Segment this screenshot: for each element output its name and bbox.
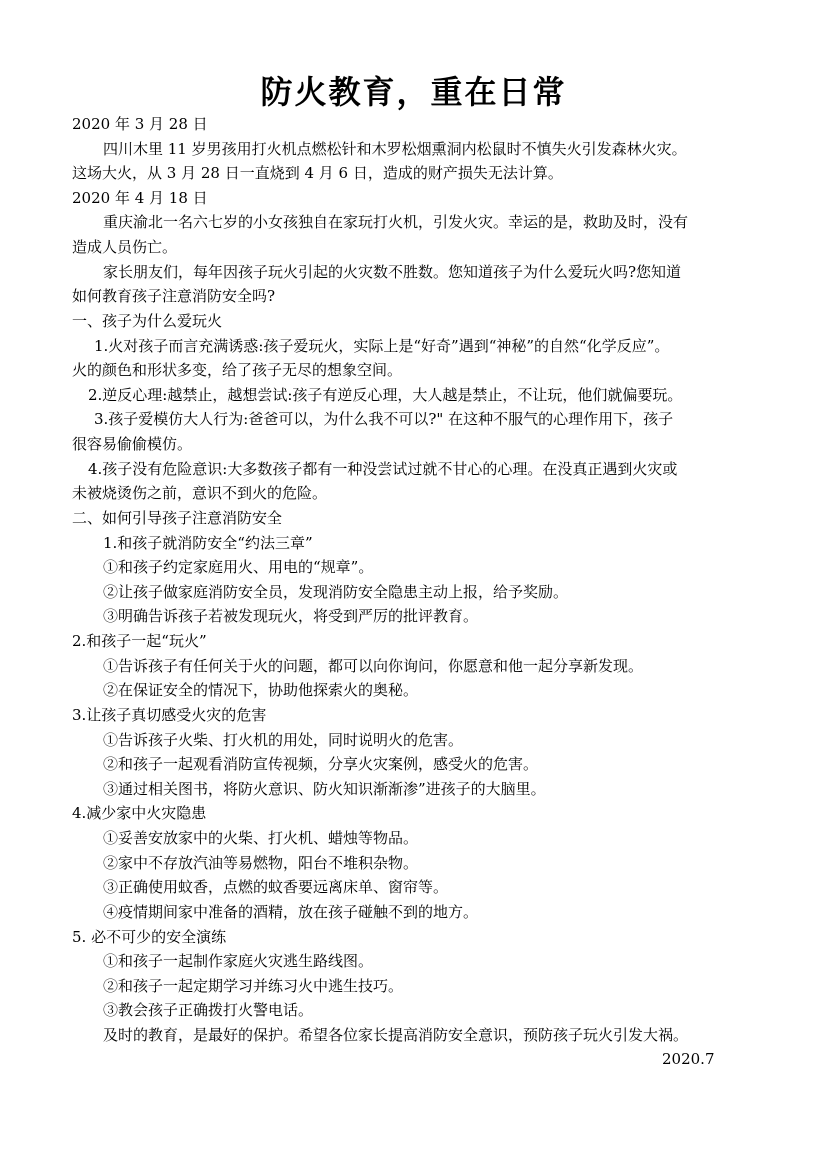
section-heading: 一、孩子为什么爱玩火 (72, 312, 223, 330)
list-item: ③通过相关图书，将防火意识、防火知识渐渐渗”进孩子的大脑里。 (103, 780, 546, 798)
sub-heading: 5. 必不可少的安全演练 (72, 928, 227, 946)
sub-heading: 4.减少家中火灾隐患 (72, 804, 207, 822)
paragraph-line: 家长朋友们，每年因孩子玩火引起的火灾数不胜数。您知道孩子为什么爱玩火吗?您知道 (103, 263, 682, 281)
list-item: ②家中不存放汽油等易燃物，阳台不堆积杂物。 (103, 854, 419, 872)
list-item-continuation: 火的颜色和形状多变，给了孩子无尽的想象空间。 (72, 361, 403, 379)
list-item: 2.逆反心理:越禁止，越想尝试:孩子有逆反心理，大人越是禁止，不让玩，他们就偏要玩。 (88, 386, 683, 404)
sub-heading: 3.让孩子真切感受火灾的危害 (72, 706, 267, 724)
list-item: ②在保证安全的情况下，协助他探索火的奥秘。 (103, 681, 419, 699)
sub-heading: 1.和孩子就消防安全“约法三章” (103, 534, 313, 552)
list-item: ①告诉孩子有任何关于火的问题，都可以向你询问，你愿意和他一起分享新发现。 (103, 657, 644, 675)
list-item: ③教会孩子正确拨打火警电话。 (103, 1001, 314, 1019)
list-item-continuation: 未被烧烫伤之前，意识不到火的危险。 (72, 484, 328, 502)
closing-paragraph: 及时的教育，是最好的保护。希望各位家长提高消防安全意识，预防孩子玩火引发大祸。 (103, 1026, 689, 1044)
date-line: 2020 年 3 月 28 日 (72, 115, 208, 133)
paragraph-line: 如何教育孩子注意消防安全吗? (72, 287, 276, 305)
list-item: ①和孩子一起制作家庭火灾逃生路线图。 (103, 952, 374, 970)
list-item: ③明确告诉孩子若被发现玩火，将受到严厉的批评教育。 (103, 607, 479, 625)
list-item-continuation: 很容易偷偷模仿。 (72, 435, 193, 453)
list-item: ①妥善安放家中的火柴、打火机、蜡烛等物品。 (103, 829, 419, 847)
list-item: 3.孩子爱模仿大人行为:爸爸可以，为什么我不可以?" 在这种不服气的心理作用下，孩子 (94, 410, 674, 428)
document-title: 防火教育，重在日常 (260, 73, 567, 111)
list-item: 1.火对孩子而言充满诱惑:孩子爱玩火，实际上是“好奇”遇到“神秘”的自然“化学反应”。 (94, 337, 670, 355)
list-item: ②和孩子一起观看消防宣传视频，分享火灾案例，感受火的危害。 (103, 755, 539, 773)
list-item: ②和孩子一起定期学习并练习火中逃生技巧。 (103, 977, 404, 995)
list-item: ③正确使用蚊香，点燃的蚊香要远离床单、窗帘等。 (103, 878, 449, 896)
date-line: 2020 年 4 月 18 日 (72, 189, 208, 207)
paragraph-line: 重庆渝北一名六七岁的小女孩独自在家玩打火机，引发火灾。幸运的是，救助及时，没有 (103, 213, 689, 231)
list-item: 4.孩子没有危险意识:大多数孩子都有一种没尝试过就不甘心的心理。在没真正遇到火灾或 (88, 460, 678, 478)
list-item: ①和孩子约定家庭用火、用电的“规章”。 (103, 558, 374, 576)
paragraph-line: 造成人员伤亡。 (72, 238, 178, 256)
signature-date: 2020.7 (662, 1050, 715, 1068)
paragraph-line: 四川木里 11 岁男孩用打火机点燃松针和木罗松烟熏洞内松鼠时不慎失火引发森林火灾。 (103, 140, 687, 158)
list-item: ①告诉孩子火柴、打火机的用处，同时说明火的危害。 (103, 731, 464, 749)
list-item: ④疫情期间家中准备的酒精，放在孩子碰触不到的地方。 (103, 903, 479, 921)
list-item: ②让孩子做家庭消防安全员，发现消防安全隐患主动上报，给予奖励。 (103, 583, 569, 601)
sub-heading: 2.和孩子一起“玩火” (72, 632, 207, 650)
section-heading: 二、如何引导孩子注意消防安全 (72, 509, 283, 527)
paragraph-line: 这场大火，从 3 月 28 日一直烧到 4 月 6 日，造成的财产损失无法计算。 (72, 164, 563, 182)
